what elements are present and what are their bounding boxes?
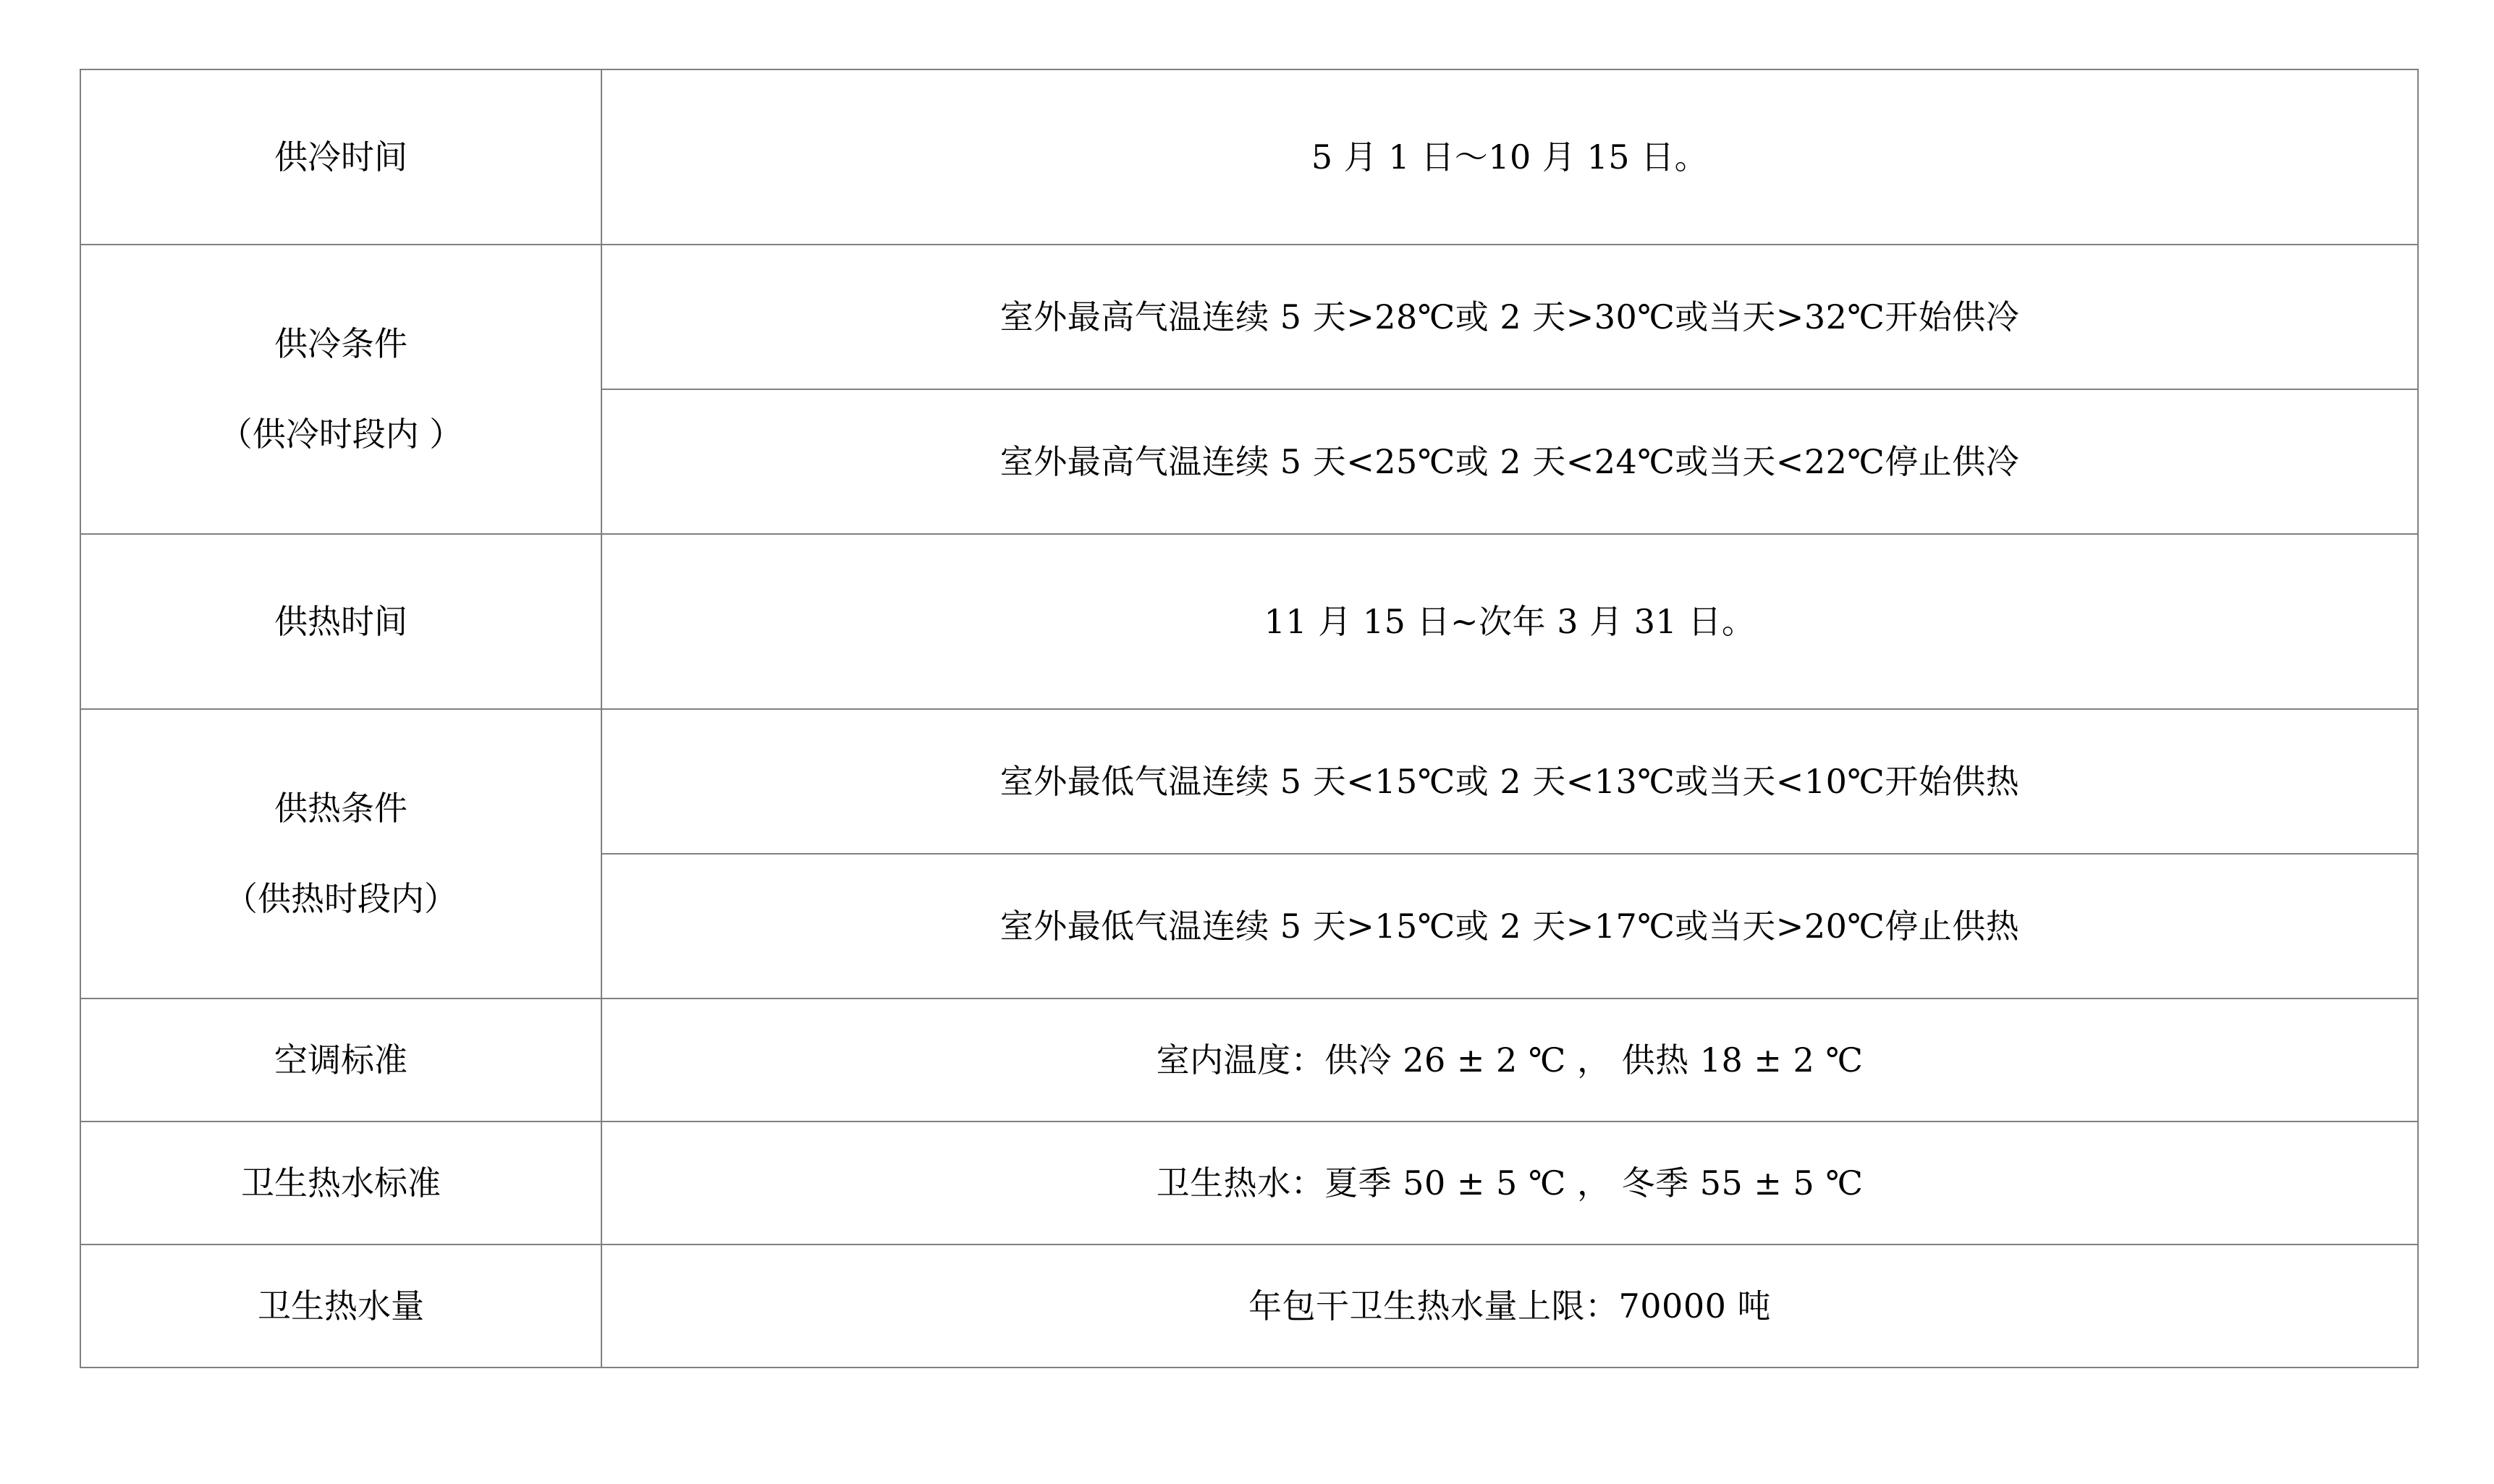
table-row [80,709,2418,854]
row-value-hot-water-standard: 卫生热水：夏季 50 ± 5 ℃ ， 冬季 55 ± 5 ℃ [601,1122,2418,1245]
table-row [80,1245,2418,1368]
row-value-heating-period: 11 月 15 日~次年 3 月 31 日。 [601,534,2418,709]
row-value-heating-start-condition: 室外最低气温连续 5 天<15℃或 2 天<13℃或当天<10℃开始供热 [601,709,2418,854]
row-label-hot-water-volume: 卫生热水量 [80,1245,601,1368]
row-label-cooling-conditions-line1: 供冷条件 [274,324,407,363]
row-value-hot-water-volume: 年包干卫生热水量上限：70000 吨 [601,1245,2418,1368]
row-label-cooling-period: 供冷时间 [80,69,601,245]
row-value-ac-standard: 室内温度：供冷 26 ± 2 ℃ ， 供热 18 ± 2 ℃ [601,998,2418,1122]
row-label-heating-conditions-line1: 供热条件 [274,789,407,828]
table-row [80,245,2418,389]
row-value-cooling-start-condition: 室外最高气温连续 5 天>28℃或 2 天>30℃或当天>32℃开始供冷 [601,245,2418,389]
row-label-heating-period: 供热时间 [80,534,601,709]
row-label-cooling-conditions-line2: （供冷时段内 ） [219,415,463,454]
row-label-heating-conditions [80,709,601,998]
row-label-hot-water-standard: 卫生热水标准 [80,1122,601,1245]
row-label-cooling-conditions [80,245,601,534]
table-row [80,69,2418,245]
row-label-ac-standard: 空调标准 [80,998,601,1122]
row-value-cooling-period: 5 月 1 日～10 月 15 日。 [601,69,2418,245]
table-row [80,998,2418,1122]
row-value-heating-stop-condition: 室外最低气温连续 5 天>15℃或 2 天>17℃或当天>20℃停止供热 [601,854,2418,998]
row-value-cooling-stop-condition: 室外最高气温连续 5 天<25℃或 2 天<24℃或当天<22℃停止供冷 [601,389,2418,534]
table-row [80,1122,2418,1245]
row-label-heating-conditions-line2: （供热时段内） [224,879,457,918]
cooling-heating-spec-table [80,69,2419,1368]
table-row [80,534,2418,709]
